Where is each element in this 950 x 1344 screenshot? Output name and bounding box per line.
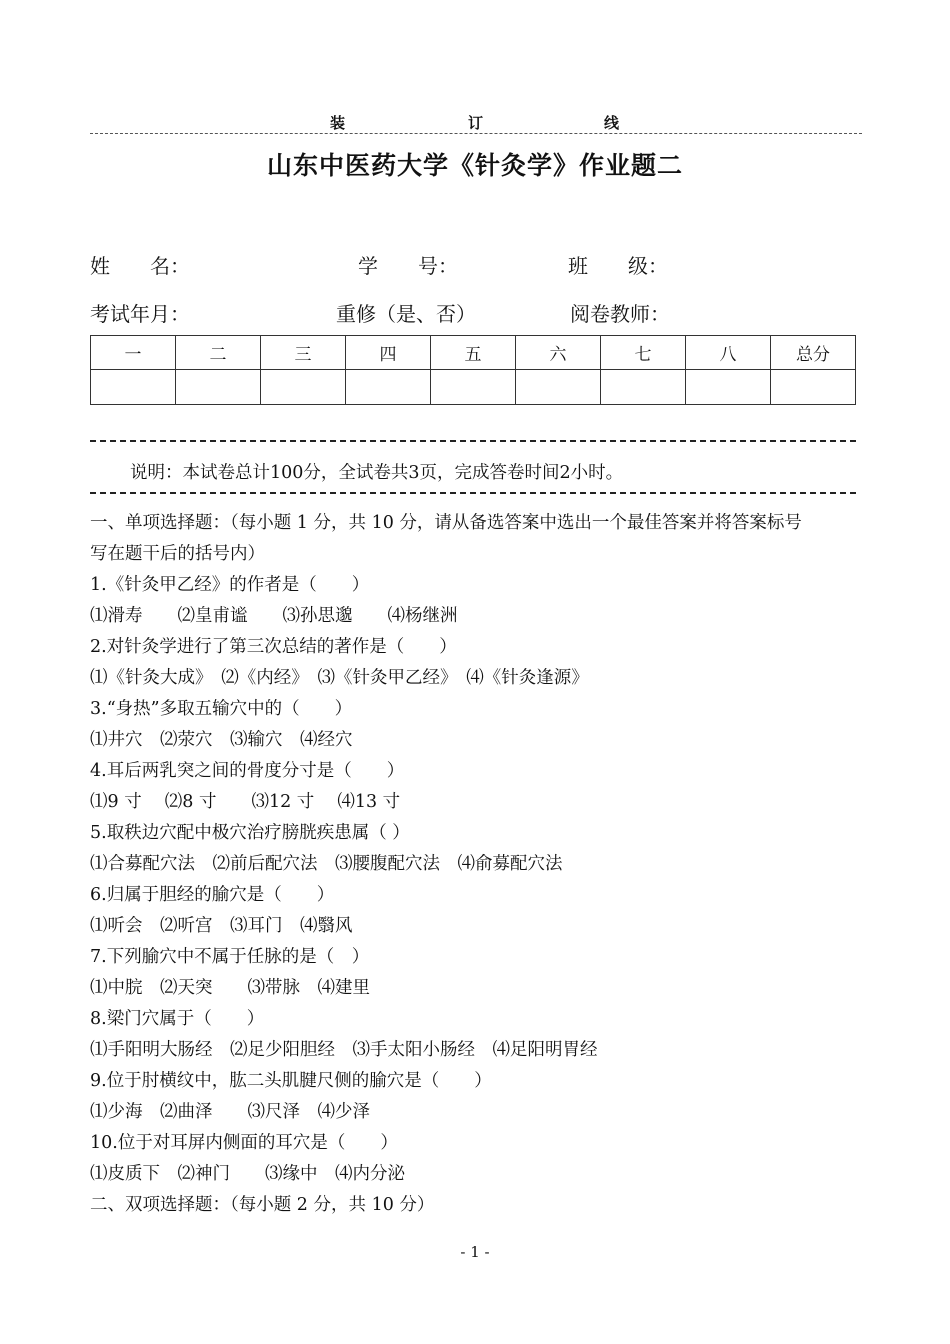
binding-char-2: 订 — [468, 114, 484, 132]
question-3-options: ⑴井穴 ⑵荥穴 ⑶输穴 ⑷经穴 — [90, 730, 353, 750]
score-cell — [601, 370, 686, 405]
section1-heading-line1: 一、单项选择题：（每小题 1 分，共 10 分，请从备选答案中选出一个最佳答案并将答案标号 — [90, 513, 802, 533]
name-label: 姓 名： — [90, 254, 190, 278]
score-header-cell: 六 — [516, 336, 601, 370]
question-8: 8.梁门穴属于（ ） — [90, 1009, 265, 1029]
score-cell — [516, 370, 601, 405]
score-header-cell: 总分 — [771, 336, 856, 370]
question-3: 3.“身热”多取五输穴中的（ ） — [90, 699, 353, 719]
question-4-options: ⑴9 寸 ⑵8 寸 ⑶12 寸 ⑷13 寸 — [90, 792, 401, 812]
question-6-options: ⑴听会 ⑵听宫 ⑶耳门 ⑷翳风 — [90, 916, 353, 936]
score-header-cell: 四 — [346, 336, 431, 370]
question-7: 7.下列腧穴中不属于任脉的是（ ） — [90, 947, 370, 967]
score-header-cell: 七 — [601, 336, 686, 370]
question-5-options: ⑴合募配穴法 ⑵前后配穴法 ⑶腰腹配穴法 ⑷俞募配穴法 — [90, 854, 563, 874]
question-9: 9.位于肘横纹中，肱二头肌腱尺侧的腧穴是（ ） — [90, 1071, 492, 1091]
question-5: 5.取秩边穴配中极穴治疗膀胱疾患属（ ） — [90, 823, 410, 843]
page-title: 山东中医药大学《针灸学》作业题二 — [266, 151, 683, 180]
question-6: 6.归属于胆经的腧穴是（ ） — [90, 885, 335, 905]
score-header-cell: 八 — [686, 336, 771, 370]
score-header-cell: 三 — [261, 336, 346, 370]
score-cell — [771, 370, 856, 405]
exam-date-label: 考试年月： — [90, 302, 190, 326]
grader-label: 阅卷教师： — [570, 302, 670, 326]
question-1: 1.《针灸甲乙经》的作者是（ ） — [90, 575, 370, 595]
question-7-options: ⑴中脘 ⑵天突 ⑶带脉 ⑷建里 — [90, 978, 370, 998]
score-table-blank-row — [91, 370, 856, 405]
score-header-cell: 五 — [431, 336, 516, 370]
question-8-options: ⑴手阳明大肠经 ⑵足少阳胆经 ⑶手太阳小肠经 ⑷足阳明胃经 — [90, 1040, 598, 1060]
exam-note: 说明：本试卷总计100分，全试卷共3页，完成答卷时间2小时。 — [130, 463, 624, 483]
score-cell — [261, 370, 346, 405]
section1-heading-line2: 写在题干后的括号内） — [90, 544, 265, 564]
page-number: - 1 - — [460, 1243, 490, 1261]
question-10: 10.位于对耳屏内侧面的耳穴是（ ） — [90, 1133, 398, 1153]
question-4: 4.耳后两乳突之间的骨度分寸是（ ） — [90, 761, 405, 781]
score-cell — [431, 370, 516, 405]
score-header-cell: 一 — [91, 336, 176, 370]
score-cell — [346, 370, 431, 405]
score-table — [90, 335, 856, 405]
class-label: 班 级： — [568, 254, 668, 278]
binding-char-3: 线 — [604, 114, 620, 132]
student-id-label: 学 号： — [358, 254, 458, 278]
dashed-rule-top — [90, 440, 856, 442]
binding-line-label — [90, 112, 862, 134]
binding-dotted-line — [90, 133, 862, 134]
score-cell — [91, 370, 176, 405]
retake-label: 重修（是、否） — [336, 302, 476, 326]
question-1-options: ⑴滑寿 ⑵皇甫谧 ⑶孙思邈 ⑷杨继洲 — [90, 606, 458, 626]
question-2: 2.对针灸学进行了第三次总结的著作是（ ） — [90, 637, 457, 657]
score-cell — [686, 370, 771, 405]
question-9-options: ⑴少海 ⑵曲泽 ⑶尺泽 ⑷少泽 — [90, 1102, 370, 1122]
score-header-cell: 二 — [176, 336, 261, 370]
question-10-options: ⑴皮质下 ⑵神门 ⑶缘中 ⑷内分泌 — [90, 1164, 405, 1184]
section2-heading: 二、双项选择题：（每小题 2 分，共 10 分） — [90, 1195, 435, 1215]
score-cell — [176, 370, 261, 405]
dashed-rule-bottom — [90, 492, 856, 494]
binding-char-1: 装 — [330, 114, 346, 132]
question-2-options: ⑴《针灸大成》 ⑵《内经》 ⑶《针灸甲乙经》 ⑷《针灸逢源》 — [90, 668, 589, 688]
score-table-header-row — [91, 336, 856, 370]
